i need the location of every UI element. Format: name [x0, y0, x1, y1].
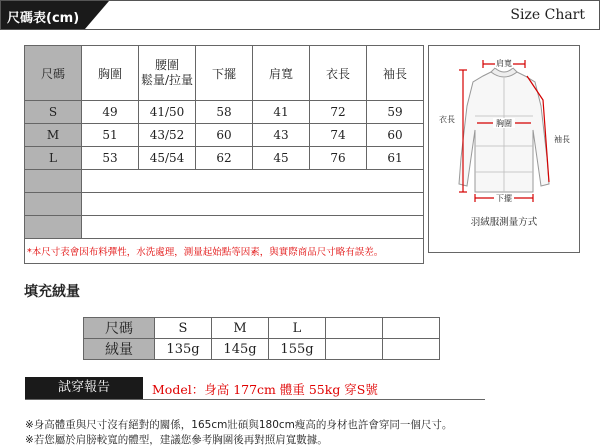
fill-label-amount: 絨量 [84, 339, 155, 360]
cell: 60 [367, 124, 424, 147]
cell: 59 [367, 101, 424, 124]
empty-row [25, 170, 424, 193]
fill-cell: 135g [155, 339, 212, 360]
try-on-label: 試穿報告 [25, 377, 143, 399]
jacket-diagram [428, 45, 580, 253]
empty-cell [82, 216, 424, 239]
label-hem: 下擺 [496, 194, 512, 203]
cell: 62 [196, 147, 253, 170]
cell: 41 [253, 101, 310, 124]
cell: 61 [367, 147, 424, 170]
empty-cell [25, 170, 82, 193]
cell: 74 [310, 124, 367, 147]
size-table-header [25, 46, 424, 101]
size-chart-label: Size Chart [510, 7, 585, 23]
fill-cell: 155g [269, 339, 326, 360]
empty-cell [25, 193, 82, 216]
table-row [25, 124, 424, 147]
cell: 45/54 [139, 147, 196, 170]
label-length: 衣長 [439, 115, 455, 124]
fill-table [83, 317, 440, 360]
note-1: ※身高體重與尺寸沒有絕對的關係，165cm壯碩與180cm瘦高的身材也許會穿同一個尺寸。 [25, 419, 453, 431]
col-shoulder: 肩寬 [253, 46, 310, 101]
empty-row [25, 216, 424, 239]
size-table [24, 45, 424, 264]
table-row [25, 101, 424, 124]
diagram-caption: 羽絨服測量方式 [470, 217, 538, 228]
col-hem: 下擺 [196, 46, 253, 101]
cell: 76 [310, 147, 367, 170]
cell: 49 [82, 101, 139, 124]
try-on-text: Model：身高 177cm 體重 55kg 穿S號 [152, 382, 378, 397]
cell-size: M [25, 124, 82, 147]
cell: 45 [253, 147, 310, 170]
empty-cell [82, 193, 424, 216]
fill-cell [326, 339, 383, 360]
fill-cell: 145g [212, 339, 269, 360]
fill-row-amount [84, 339, 440, 360]
cell: 43/52 [139, 124, 196, 147]
fill-label-size: 尺碼 [84, 318, 155, 339]
try-on-divider [25, 399, 485, 400]
empty-cell [25, 216, 82, 239]
fill-cell: S [155, 318, 212, 339]
col-chest: 胸圍 [82, 46, 139, 101]
label-shoulder: 肩寬 [496, 59, 512, 68]
fill-row-size [84, 318, 440, 339]
col-sleeve: 袖長 [367, 46, 424, 101]
cell: 72 [310, 101, 367, 124]
cell-size: L [25, 147, 82, 170]
cell: 53 [82, 147, 139, 170]
fill-cell [326, 318, 383, 339]
cell-size: S [25, 101, 82, 124]
table-row [25, 147, 424, 170]
col-length: 衣長 [310, 46, 367, 101]
cell: 58 [196, 101, 253, 124]
empty-cell [82, 170, 424, 193]
header-bar [0, 0, 600, 30]
cell: 43 [253, 124, 310, 147]
header-title: 尺碼表(cm) [7, 11, 80, 26]
label-chest: 胸圍 [496, 119, 512, 128]
size-note: *本尺寸表會因布料彈性，水洗處理，測量起始點等因素，與實際商品尺寸略有誤差。 [25, 239, 424, 264]
empty-row [25, 193, 424, 216]
fill-cell: M [212, 318, 269, 339]
col-waist: 腰圍 鬆量/拉量 [139, 46, 196, 101]
fill-cell [383, 318, 440, 339]
label-sleeve: 袖長 [554, 135, 570, 144]
header-slant [85, 1, 109, 29]
fill-cell: L [269, 318, 326, 339]
col-size: 尺碼 [25, 46, 82, 101]
fill-cell [383, 339, 440, 360]
note-2: ※若您屬於肩膀較寬的體型，建議您參考胸圍後再對照肩寬數據。 [25, 434, 328, 446]
fill-title: 填充絨量 [24, 284, 80, 300]
cell: 41/50 [139, 101, 196, 124]
cell: 51 [82, 124, 139, 147]
cell: 60 [196, 124, 253, 147]
